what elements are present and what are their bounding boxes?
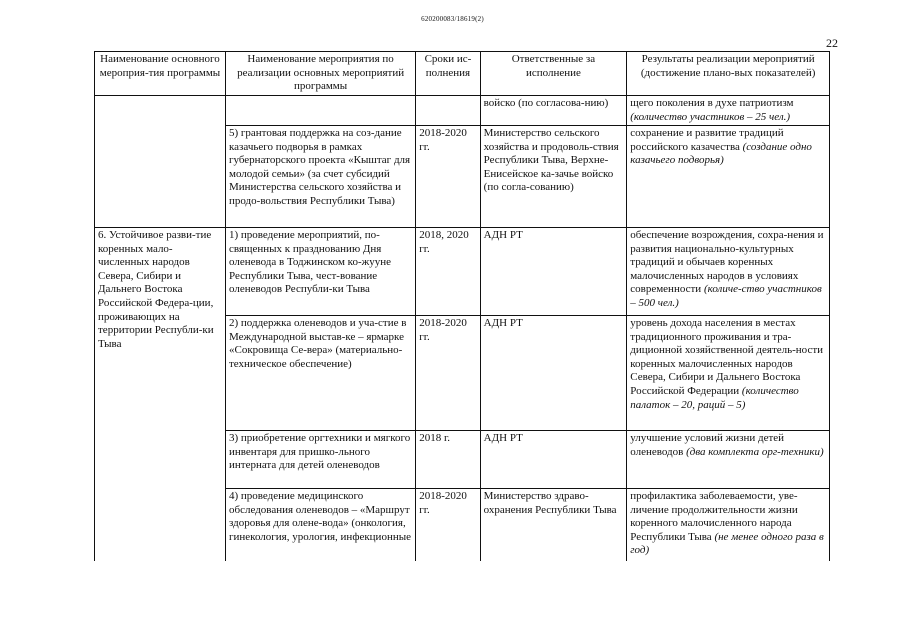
activity-cell [225, 96, 415, 126]
result-text: профилактика заболеваемости, уве-личение продолжительности жизни коренного малочисленного народа Республики Тыва [630, 490, 798, 543]
activity-cell: 5) грантовая поддержка на соз-дание казачьего подворья в рамках губернаторского проекта «Кыштаг для молодой семьи» (за счет субсидий Министерства сельского хозяйства и продо-вольствия Республики Тыва) [225, 126, 415, 228]
responsible-cell: АДН РТ [480, 431, 627, 489]
result-note: (количе-ство участников – 500 чел.) [630, 283, 822, 309]
main-measure-cell-empty [95, 96, 226, 228]
responsible-cell: АДН РТ [480, 316, 627, 431]
result-cell [627, 96, 830, 126]
deadline-cell [416, 96, 480, 126]
column-header-main-measure: Наименование основного мероприя-тия программы [95, 52, 226, 96]
activity-cell: 1) проведение мероприятий, по-священных к празднованию Дня оленевода в Тоджинском ко-жууне Республики Тыва, чест-вование оленеводов Республи-ки Тыва [225, 228, 415, 316]
result-cell [627, 489, 830, 561]
program-measures-table [94, 51, 830, 561]
result-text: щего поколения в духе патриотизм [630, 97, 794, 109]
activity-cell: 2) поддержка оленеводов и уча-стие в Международной выстав-ке – ярмарке «Сокровища Се-вера» (материально-техническое обеспечение) [225, 316, 415, 431]
result-cell [627, 431, 830, 489]
deadline-cell: 2018, 2020 гг. [416, 228, 480, 316]
column-header-responsible: Ответственные за исполнение [480, 52, 627, 96]
result-cell [627, 126, 830, 228]
table-row [95, 228, 830, 316]
main-measure-cell: 6. Устойчивое разви-тие коренных мало-численных народов Севера, Сибири и Дальнего Востока Российской Федера-ции, проживающих на территории Республи-ки Тыва [95, 228, 226, 561]
result-text: уровень дохода населения в местах традиционного проживания и тра-диционной хозяйственной деятель-ности коренных малочисленных народов Севера, Сибири и Дальнего Востока Российской Федерации [630, 317, 824, 397]
result-cell [627, 228, 830, 316]
result-note: (два комплекта орг-техники) [686, 445, 824, 458]
table-row [95, 96, 830, 126]
page-number: 22 [826, 36, 838, 50]
result-note: (количество палаток – 20, раций – 5) [630, 384, 799, 411]
activity-cell: 3) приобретение оргтехники и мягкого инвентаря для пришко-льного интерната для детей оленеводов [225, 431, 415, 489]
table-header-row [95, 52, 830, 96]
result-text: улучшение условий жизни детей оленеводов [630, 432, 785, 458]
result-note: (количество участников – 25 чел.) [630, 110, 791, 123]
deadline-cell: 2018 г. [416, 431, 480, 489]
responsible-cell: войско (по согласова-нию) [480, 96, 627, 126]
result-note: (создание одно казачьего подворья) [630, 140, 812, 167]
activity-cell: 4) проведение медицинского обследования оленеводов – «Маршрут здоровья для олене-вода» (онкология, гинекология, урология, инфекционные [225, 489, 415, 561]
document-id: 620200083/18619(2) [421, 15, 484, 23]
result-cell [627, 316, 830, 431]
result-note: (не менее одного раза в год) [630, 530, 824, 557]
responsible-cell: АДН РТ [480, 228, 627, 316]
result-text: обеспечение возрождения, сохра-нения и развития национально-культурных традиций и обычаев коренных малочисленных народов в условиях современности [630, 229, 824, 296]
responsible-cell: Министерство здраво-охранения Республики Тыва [480, 489, 627, 561]
deadline-cell: 2018-2020 гг. [416, 489, 480, 561]
column-header-deadline: Сроки ис-полнения [416, 52, 480, 96]
deadline-cell: 2018-2020 гг. [416, 316, 480, 431]
column-header-activity: Наименование мероприятия по реализации основных мероприятий программы [225, 52, 415, 96]
result-text: сохранение и развитие традиций российского казачества [630, 127, 784, 153]
responsible-cell: Министерство сельского хозяйства и продоволь-ствия Республики Тыва, Верхне-Енисейское ка-зачье войско (по согла-сованию) [480, 126, 627, 228]
column-header-results: Результаты реализации мероприятий (достижение плано-вых показателей) [627, 52, 830, 96]
deadline-cell: 2018-2020 гг. [416, 126, 480, 228]
